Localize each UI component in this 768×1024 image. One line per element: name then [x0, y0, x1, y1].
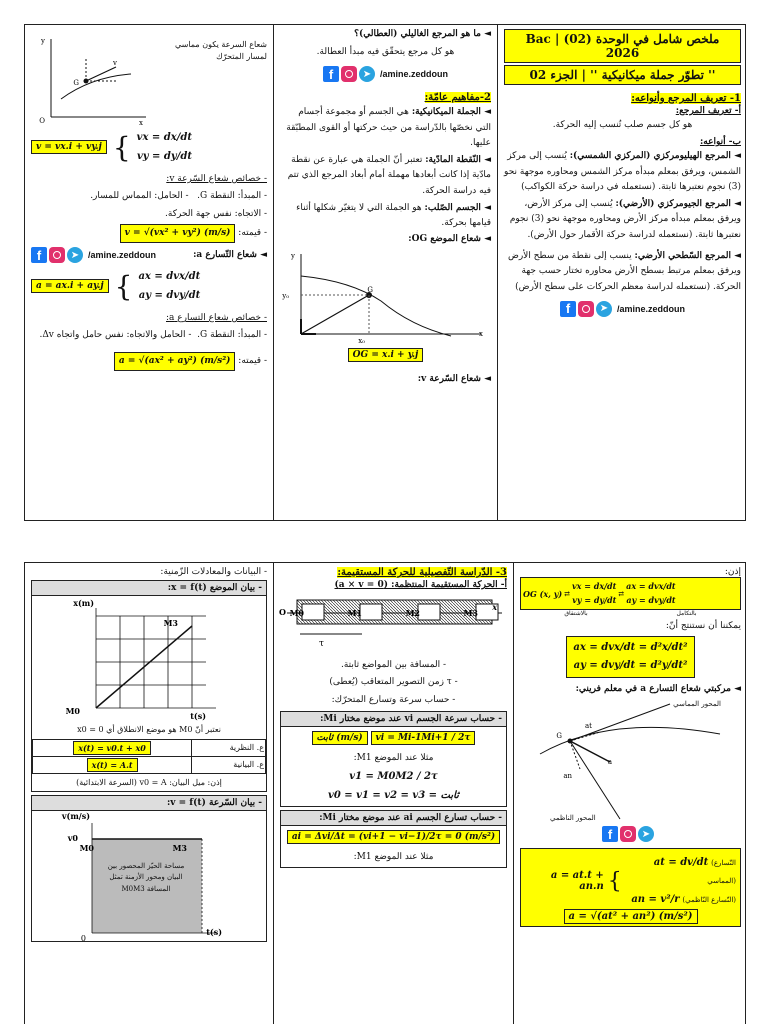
facebook-icon[interactable]: f [323, 66, 339, 82]
velocity-magnitude-row [31, 224, 267, 243]
uniform-motion-title: أ- الحركة المستقيمة المنتظمة: (a × v = 0) [334, 580, 507, 590]
theory-label: ع. النظرية [192, 739, 266, 756]
slope-note: إذن: ميل البيان: v0 = A (السرعة الابتدائية) [76, 777, 222, 787]
telegram-icon[interactable]: ➤ [638, 826, 654, 842]
helio-title: ◄ المرجع الهيليومركزي (المركزي الشمسي): [569, 151, 741, 162]
svg-text:O: O [279, 607, 286, 617]
graph-equation: x(t) = A.t [87, 758, 138, 772]
facebook-icon[interactable]: f [560, 301, 576, 317]
second-derivative-x: ax = dvx/dt = d²x/dt² [573, 642, 688, 654]
position-vector-diagram [281, 246, 491, 346]
graph-label: ع. البيانية [192, 756, 266, 773]
velocity-graph-wrap [32, 811, 266, 944]
theory-equation: x(t) = v0.t + x0 [73, 741, 151, 755]
acceleration-vector-title: ◄ شعاع التّسارع a: [193, 250, 267, 261]
facebook-icon[interactable]: f [602, 826, 618, 842]
frenet-at-label: (التّسارع المماسي) [707, 859, 736, 885]
velocity-magnitude: v = √(vx² + vy²) (m/s) [120, 224, 236, 243]
velocity-support: - الحامل: المماس للمسار. [90, 191, 189, 202]
frenet-title: ◄ مركبتي شعاع التسارع a في معلم فريني: [575, 684, 741, 695]
frenet-equation: a = at.t + an.n [550, 870, 604, 893]
instagram-icon[interactable] [341, 66, 357, 82]
velocity-calc-formula: vi = Mi-1Mi+1 / 2τ [371, 731, 476, 745]
tangent-axis-label: المحور المماسي [673, 700, 721, 709]
instagram-icon[interactable] [578, 301, 594, 317]
derivation-position: OG (x, y) [523, 588, 563, 599]
svg-text:a: a [607, 758, 612, 767]
uniform-note-2: - τ زمن التصوير المتعاقب (يُعطى) [329, 677, 458, 688]
social-links-2 [280, 66, 491, 82]
normal-axis-label: المحور الناظمي [550, 814, 596, 823]
position-vector-equation: OG = x.i + y.j [348, 348, 424, 362]
position-x-axis-label: t(s) [190, 711, 206, 721]
deduce-label: يمكننا أن نستنتج أنّ: [665, 621, 741, 632]
point-text: تعتبر أنّ الجملة هي عبارة عن نقطة مادّية إذا كانت أبعادها مهملة أمام أبعاد المرجع الذي تتم فيه دراسة الحركة. [287, 155, 491, 196]
social-links-4 [520, 826, 741, 842]
uniform-note-3: - حساب سرعة وتسارع المتحرّك: [331, 694, 456, 705]
section-2-title: 2-مفاهيم عامّة: [424, 92, 491, 104]
acceleration-magnitude: a = √(ax² + ay²) (m/s²) [114, 352, 236, 371]
velocity-zero-label: 0 [80, 934, 86, 944]
velocity-diagram-wrap [31, 29, 267, 127]
svg-text:x: x [139, 119, 143, 127]
acceleration-x-component: ax = dvx/dt [138, 271, 201, 283]
chronophotography-tape [279, 594, 507, 654]
social-handle[interactable]: /amine.zeddoun [616, 303, 685, 314]
velocity-m3-label: M3 [172, 843, 187, 854]
velocity-y-axis-label: v(m/s) [61, 811, 90, 822]
solid-paragraph [280, 201, 491, 232]
derivation-chain: OG (x, y) ⇄ vx = dx/dt vy = dy/dt ⇄ ax = dvx/dt ay = dvy/dt [520, 577, 741, 610]
position-note: نعتبر أنّ M0 هو موضع الانطلاق أي x0 = 0 [77, 725, 221, 734]
solid-text: هو الجملة التي لا يتغيّر شكلها أثناء قيامها بحركة. [296, 203, 491, 229]
social-handle[interactable]: /amine.zeddoun [88, 250, 157, 261]
tape-position-label: M0 [289, 608, 304, 618]
acceleration-origin: - المبدأ: النقطة G. [197, 330, 267, 341]
area-note: مساحة الحيّز المحصور بين البيان ومحور الأزمنة تمثل المسافة M0M3 [107, 862, 185, 893]
derivation-vy: vy = dy/dt [572, 594, 617, 605]
derivation-vx: vx = dx/dt [572, 581, 617, 591]
acceleration-calc-formula: ai = Δvi/Δt = (vi+1 − vi−1)/2τ = 0 (m/s²) [287, 830, 500, 844]
acceleration-magnitude-label: - قيمته: [238, 355, 267, 366]
velocity-tangent-diagram [31, 29, 151, 127]
frenet-diagram-wrap [520, 694, 741, 824]
galilean-answer: هو كل مرجع يتحقّق فيه مبدأ العطالة. [316, 47, 455, 57]
velocity-graph-title: - بيان السّرعة v = f(t): [32, 796, 266, 811]
concepts-column [274, 25, 497, 520]
position-graph [36, 596, 266, 721]
tape-position-label: M3 [463, 608, 478, 618]
velocity-magnitude-label: - قيمته: [238, 227, 267, 238]
social-handle[interactable]: /amine.zeddoun [379, 69, 448, 80]
point-paragraph [280, 153, 491, 199]
svg-text:at: at [585, 722, 592, 731]
reference-definition: هو كل جسم صلب تُنسب إليه الحركة. [552, 120, 693, 130]
telegram-icon[interactable]: ➤ [596, 301, 612, 317]
system-text: هي الجسم أو مجموعة أجسام التي نخصّها بالدّراسة من حيث حركتها أو القوى المطبّقة عليها. [286, 107, 491, 148]
section-1a-title: أ- تعريف المرجع: [675, 106, 741, 116]
velocity-vector-title: ◄ شعاع السّرعة v: [417, 373, 491, 384]
svg-text:y: y [41, 37, 45, 45]
second-derivative-y: ay = dvy/dt = d²y/dt² [573, 660, 688, 672]
velocity-direction: - الاتجاه: نفس جهة الحركة. [165, 208, 267, 219]
tape-position-label: M1 [347, 608, 362, 618]
tape-position-box [302, 604, 324, 620]
position-y-axis-label: x(m) [73, 598, 94, 608]
geo-title: ◄ المرجع الجيومركزي (الأرضي): [615, 199, 741, 210]
acceleration-title-row [31, 247, 267, 263]
telegram-icon[interactable]: ➤ [67, 247, 83, 263]
derivation-ay: ay = dvy/dt [626, 594, 676, 605]
page-two [24, 562, 746, 1024]
section-1b-title: ب- أنواعه: [699, 137, 741, 148]
derivation-label-top: بالاشتقاق [564, 610, 588, 618]
instagram-icon[interactable] [49, 247, 65, 263]
system-paragraph [280, 105, 491, 151]
acceleration-components: a = ax.i + ay.j { ax = dvx/dt ay = dvy/dt [31, 267, 267, 305]
svg-text:v: v [113, 59, 117, 67]
position-m3-label: M3 [163, 618, 178, 628]
velocity-m0-label: M0 [79, 843, 94, 854]
tape-position-label: M2 [405, 608, 420, 618]
galilean-question: ◄ ما هو المرجع الغاليلي (العطالي)؟ [354, 29, 491, 39]
position-origin-label: M0 [65, 706, 80, 716]
helio-paragraph [504, 149, 741, 195]
svg-text:G: G [366, 285, 373, 294]
acceleration-props-title: - خصائص شعاع التسارع a: [166, 313, 267, 324]
svg-text:y: y [290, 251, 295, 260]
surface-paragraph [504, 249, 741, 295]
acceleration-y-component: ay = dvy/dt [138, 290, 201, 302]
section-1-title: 1- تعريف المرجع وأنواعه: [631, 93, 741, 104]
frenet-an: an = v²/r [631, 893, 680, 905]
velocity-y-component: vy = dy/dt [136, 151, 192, 162]
vectors-column [25, 25, 273, 520]
velocity-note: شعاع السرعة يكون مماسي لمسار المتحرّك [174, 40, 267, 61]
derivation-column [514, 563, 747, 1024]
acceleration-calc-box [280, 810, 507, 868]
acceleration-vector-equation: a = ax.i + ay.j [31, 279, 109, 293]
instagram-icon[interactable] [620, 826, 636, 842]
geo-text: يُنسب إلى مركز الأرض، ويرفق بمعلم مبدأه مركز الأرض ومحاوره موجهة نحو (3) نجوم نعتبرها ثابتة. (نستعمله لدراسة حركة الأقمار حول الأرض). [509, 199, 741, 240]
velocity-x-component: vx = dx/dt [136, 132, 192, 143]
velocity-calc-unit: ثابت (m/s) [312, 731, 368, 745]
velocity-origin-line [31, 189, 267, 204]
position-graph-title: - بيان الموضع x = f(t): [32, 581, 266, 596]
tape-position-box [418, 604, 440, 620]
social-links [504, 301, 741, 317]
doc-title: ملخص شامل في الوحدة (02) | Bac 2026 [504, 29, 741, 63]
graphs-column [25, 563, 273, 1024]
surface-title: ◄ المرجع السّطحي الأرضي: [634, 251, 741, 262]
velocity-constant-chain: v0 = v1 = v2 = v3 = ثابت [328, 790, 459, 802]
velocity-calc-box [280, 711, 507, 807]
frenet-formula-box: a = at.t + an.n { at = dv/dt (التّسارع المماسي) an = v²/r (التّسارع النّاظمي) a = √(at² + an²) (m/s²) [520, 848, 741, 926]
svg-text:x: x [478, 329, 483, 338]
velocity-vector-equation: v = vx.i + vy.j [31, 140, 107, 154]
acceleration-calc-title: - حساب تسارع الجسم ai عند موضع مختار Mi: [281, 811, 506, 826]
velocity-x-axis-label: t(s) [206, 927, 222, 938]
frenet-at: at = dv/dt [653, 857, 709, 869]
frenet-an-label: (التّسارع النّاظمي) [682, 895, 736, 904]
svg-text:x: x [492, 602, 497, 612]
definitions-column [498, 25, 747, 520]
graphs-title: - البيانات والمعادلات الزّمنية: [160, 567, 267, 577]
svg-text:G: G [556, 732, 562, 741]
derivation-label-bottom: بالتكامل [676, 610, 697, 618]
position-vector-title: ◄ شعاع الموضع OG: [408, 233, 491, 244]
velocity-example-formula: v1 = M0M2 / 2τ [349, 771, 438, 783]
svg-text:G: G [73, 79, 79, 87]
velocity-props-title: - خصائص شعاع السّرعة v: [166, 174, 267, 184]
uniform-note-1: - المسافة بين المواضع ثابتة. [340, 660, 447, 670]
telegram-icon[interactable]: ➤ [359, 66, 375, 82]
velocity-v0-label: v0 [67, 833, 78, 844]
social-links-3 [31, 247, 156, 263]
acceleration-support: - الحامل والاتجاه: نفس حامل واتجاه Δv. [39, 330, 192, 341]
velocity-calc-title: - حساب سرعة الجسم vi عند موضع مختار Mi: [281, 712, 506, 727]
tape-position-box [360, 604, 382, 620]
acceleration-example-label: مثلا عند الموضع M1: [353, 852, 434, 863]
velocity-example-label: مثلا عند الموضع M1: [353, 752, 434, 763]
velocity-components: v = vx.i + vy.j { vx = dx/dt vy = dy/dt [31, 128, 267, 166]
svg-text:O: O [39, 117, 45, 125]
velocity-origin: - المبدأ: النقطة G. [197, 191, 267, 202]
svg-text:an: an [563, 772, 572, 781]
surface-text: ينسب إلى نقطة من سطح الأرض ويرفق بمعلم مرتبط بسطح الأرض محاوره تختار حسب جهة الحركة. (نستعمله لدراسة معظم الحركات على سطح الأرض) [507, 251, 741, 292]
facebook-icon[interactable]: f [31, 247, 47, 263]
helio-text: يُنسب إلى مركز الشمس، ويرفق بمعلم مبدأه مركز الشمس ومحاوره موجهة نحو (3) نجوم نعتبرها ثابتة. (نستعمله في دراسة حركة الكواكب) [504, 151, 741, 192]
tau-label: τ [319, 639, 324, 649]
acceleration-magnitude-row [31, 352, 267, 371]
derivation-labels [520, 610, 741, 617]
svg-text:y₀: y₀ [281, 291, 289, 300]
svg-text:x₀: x₀ [357, 336, 365, 345]
acceleration-origin-line [31, 328, 267, 343]
page-one [24, 24, 746, 521]
section-3-title: 3- الدّراسة التّفصيلية للحركة المستقيمة: [337, 567, 507, 578]
thus-label: إذن: [724, 567, 741, 577]
geo-paragraph [504, 197, 741, 243]
point-title: ◄ النّقطة المادّية: [425, 155, 491, 166]
linear-motion-column [274, 563, 513, 1024]
equations-table [32, 739, 266, 774]
second-derivative-box [566, 636, 694, 678]
doc-subtitle: '' تطوّر جملة ميكانيكية '' | الجزء 02 [504, 65, 741, 85]
frenet-magnitude: a = √(at² + an²) (m/s²) [564, 909, 698, 924]
position-graph-box [31, 580, 267, 792]
solid-title: ◄ الجسم الصّلب: [424, 203, 491, 214]
system-title: ◄ الجملة الميكانيكية: [411, 107, 491, 118]
derivation-ax: ax = dvx/dt [626, 581, 676, 591]
velocity-graph-box [31, 795, 267, 942]
frenet-diagram [530, 694, 730, 824]
